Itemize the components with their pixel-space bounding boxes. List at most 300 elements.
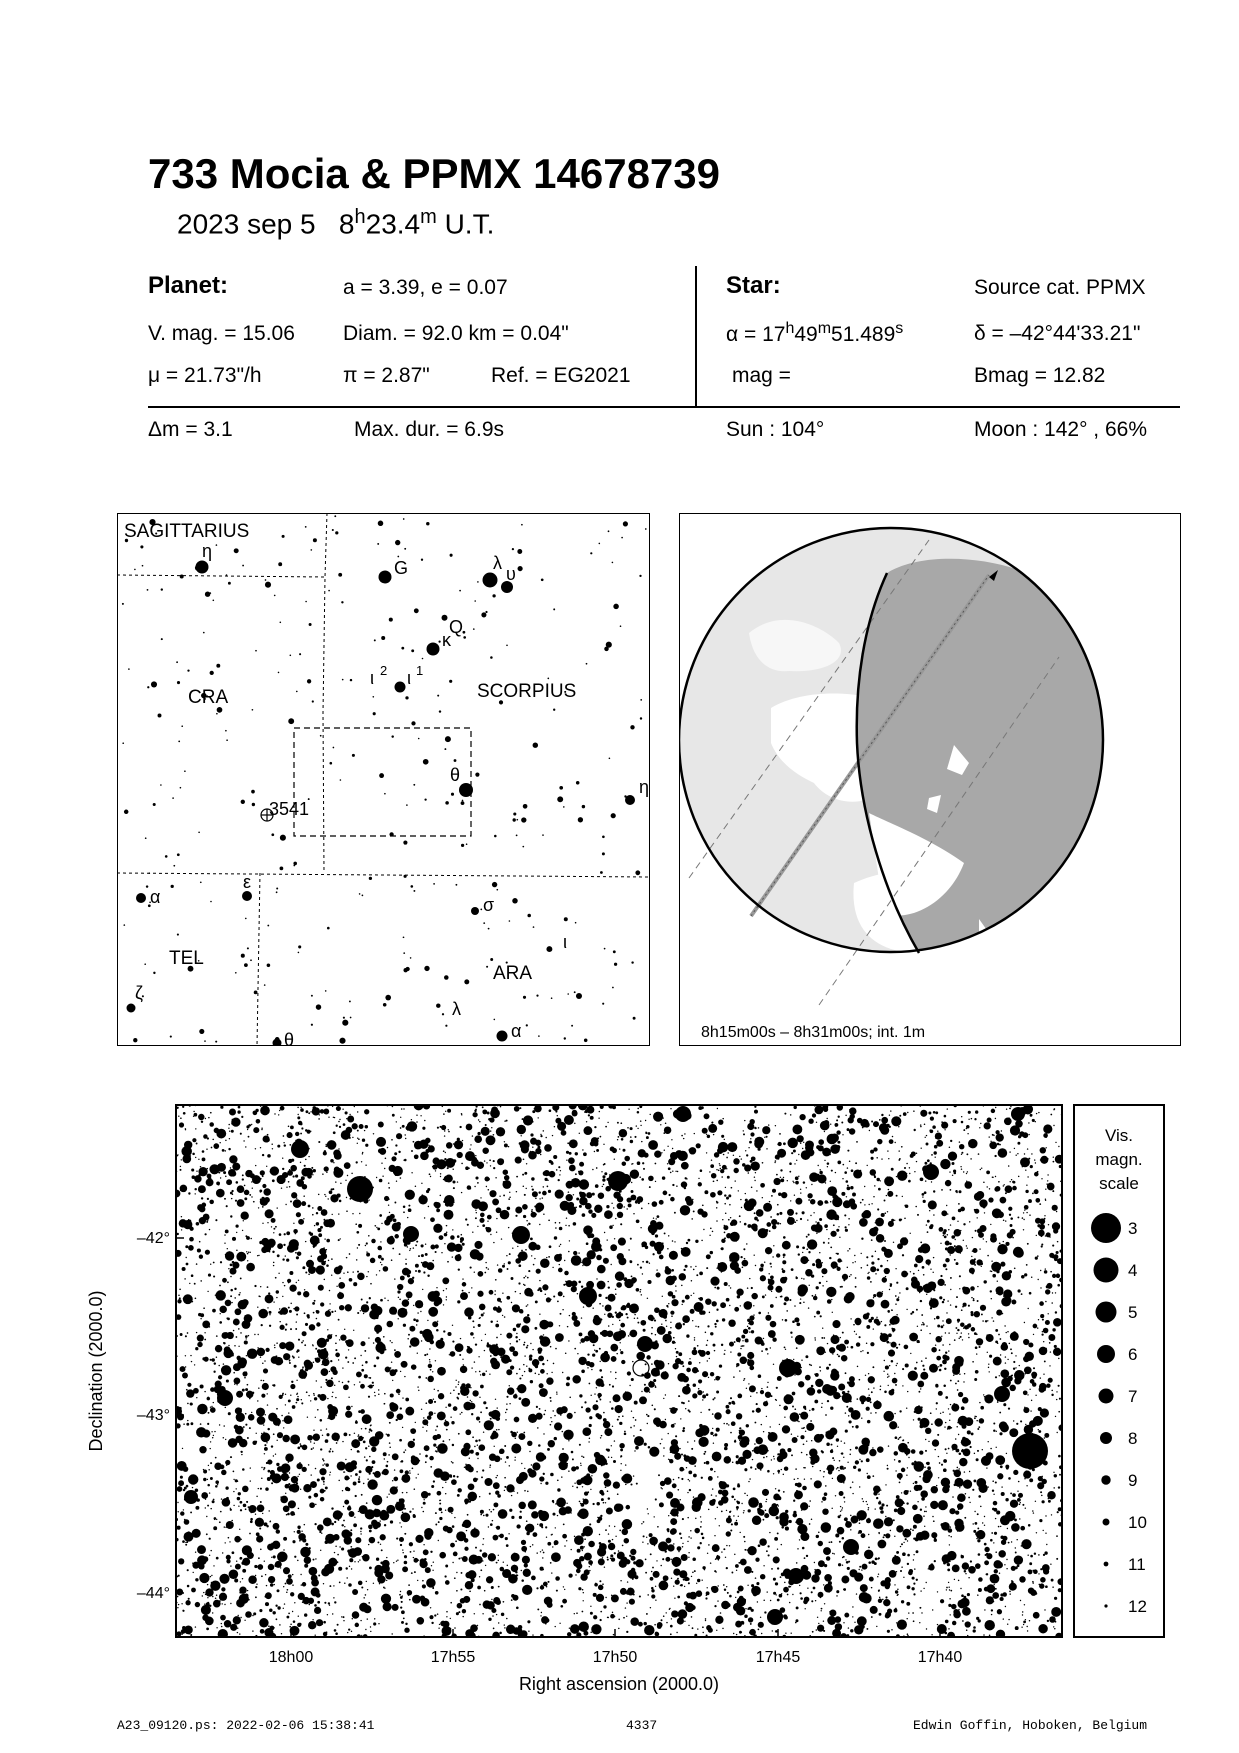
background-star (446, 1231, 448, 1233)
background-star (983, 1634, 985, 1636)
background-star (580, 1342, 581, 1343)
background-star (258, 1207, 259, 1208)
background-star (506, 1396, 508, 1398)
background-star (699, 1362, 700, 1363)
background-star (399, 1298, 401, 1300)
label-lambda: λ (493, 553, 502, 573)
background-star (698, 1388, 700, 1390)
star-field-chart (78, 1104, 1078, 1708)
background-star (314, 1610, 315, 1611)
background-star (454, 1140, 463, 1149)
background-star (873, 1294, 876, 1297)
background-star (685, 1408, 686, 1409)
background-star (400, 1117, 401, 1118)
background-star (882, 1291, 883, 1292)
background-star (476, 1212, 477, 1213)
sun-elongation: Sun : 104° (726, 418, 825, 441)
background-star (277, 1175, 286, 1184)
background-star (736, 1455, 739, 1458)
background-star (317, 1601, 320, 1604)
background-star (856, 1342, 860, 1346)
background-star (990, 1236, 997, 1243)
background-star (1047, 1283, 1053, 1289)
background-star (837, 1446, 838, 1447)
background-star (445, 1510, 446, 1511)
background-star (665, 1394, 666, 1395)
background-star (796, 1245, 799, 1248)
background-star (917, 1381, 924, 1388)
background-star (807, 1387, 816, 1396)
background-star (236, 1379, 237, 1380)
background-star (604, 1232, 605, 1233)
background-star (438, 1521, 440, 1523)
background-star (455, 1343, 464, 1352)
background-star (596, 1167, 598, 1169)
background-star (361, 1369, 364, 1372)
background-star (732, 1462, 734, 1464)
background-star (381, 1549, 383, 1551)
background-star (895, 1590, 898, 1593)
background-star (782, 1270, 785, 1273)
background-star (374, 1565, 382, 1573)
background-star (771, 1503, 777, 1509)
background-star (733, 1488, 736, 1491)
background-star (430, 1466, 432, 1468)
background-star (258, 1334, 259, 1335)
background-star (817, 1165, 818, 1166)
background-star (993, 1430, 995, 1432)
background-star (219, 1285, 221, 1287)
background-star (480, 909, 482, 911)
background-star (490, 1418, 492, 1420)
background-star (749, 1331, 750, 1332)
background-star (1052, 1255, 1055, 1258)
background-star (374, 1471, 381, 1478)
background-star (703, 1229, 704, 1230)
background-star (516, 1606, 519, 1609)
background-star (931, 1486, 938, 1493)
background-star (331, 1396, 332, 1397)
background-star (504, 1141, 505, 1142)
background-star (574, 1348, 576, 1350)
background-star (906, 1474, 907, 1475)
background-star (323, 1517, 332, 1526)
background-star (423, 759, 429, 765)
background-star (345, 1567, 347, 1569)
background-star (1040, 1314, 1044, 1318)
background-star (663, 1315, 667, 1319)
background-star (668, 1515, 669, 1516)
background-star (869, 1228, 878, 1237)
background-star (835, 1495, 836, 1496)
background-star (234, 1378, 241, 1385)
background-star (345, 1487, 349, 1491)
background-star (482, 1109, 487, 1114)
background-star (403, 968, 407, 972)
background-star (581, 1262, 582, 1263)
background-star (493, 1535, 499, 1541)
background-star (235, 1308, 242, 1315)
background-star (784, 1302, 787, 1305)
background-star (984, 1609, 985, 1610)
background-star (289, 1186, 291, 1188)
background-star (969, 1221, 970, 1222)
background-star (351, 1406, 352, 1407)
background-star (274, 595, 276, 597)
background-star (412, 1508, 413, 1509)
background-star (591, 1369, 592, 1370)
background-star (706, 1134, 707, 1135)
background-star (394, 1202, 396, 1204)
background-star (519, 1397, 522, 1400)
background-star (228, 1537, 230, 1539)
background-star (972, 1361, 974, 1363)
background-star (269, 1608, 273, 1612)
background-star (179, 1288, 181, 1290)
background-star (724, 1549, 725, 1550)
background-star (808, 1199, 810, 1201)
background-star (323, 1219, 325, 1221)
background-star (665, 1557, 670, 1562)
background-star (800, 1597, 803, 1600)
background-star (257, 1564, 263, 1570)
background-star (747, 1224, 751, 1228)
background-star (977, 1428, 979, 1430)
background-star (943, 1231, 946, 1234)
background-star (376, 1227, 377, 1228)
background-star (888, 1445, 889, 1446)
background-star (770, 1600, 771, 1601)
background-star (985, 1625, 989, 1629)
background-star (731, 1572, 733, 1574)
background-star (543, 1130, 545, 1132)
background-star (841, 1576, 849, 1584)
background-star (518, 1264, 521, 1267)
background-star (833, 1334, 835, 1336)
background-star (627, 1127, 629, 1129)
background-star (195, 1193, 196, 1194)
background-star (465, 1429, 471, 1435)
background-star (416, 1241, 418, 1243)
background-star (404, 875, 407, 878)
background-star (874, 1562, 877, 1565)
background-star (955, 1510, 959, 1514)
background-star (486, 1576, 493, 1583)
background-star (591, 1137, 599, 1145)
background-star (331, 1258, 333, 1260)
background-star (961, 1594, 964, 1597)
background-star (523, 1115, 533, 1125)
background-star (504, 1624, 505, 1625)
background-star (873, 1401, 882, 1410)
background-star (550, 1562, 552, 1564)
background-star (558, 1179, 560, 1181)
background-star (834, 1553, 835, 1554)
background-star (227, 1248, 228, 1249)
background-star (820, 1370, 821, 1371)
background-star (210, 1477, 213, 1480)
background-star (780, 1296, 781, 1297)
background-star (280, 835, 286, 841)
background-star (1045, 1235, 1046, 1236)
background-star (177, 681, 180, 684)
background-star (895, 1436, 898, 1439)
background-star (881, 1158, 882, 1159)
background-star (984, 1122, 991, 1129)
background-star (532, 1634, 533, 1635)
background-star (359, 1603, 368, 1612)
background-star (830, 1181, 831, 1182)
background-star (122, 742, 124, 744)
background-star (1005, 1465, 1009, 1469)
background-star (392, 1248, 394, 1250)
background-star (564, 1545, 566, 1547)
background-star (962, 1562, 969, 1569)
background-star (490, 1523, 493, 1526)
background-star (591, 1475, 592, 1476)
background-star (462, 1556, 468, 1562)
background-star (831, 1288, 834, 1291)
background-star (919, 1607, 921, 1609)
background-star (177, 1299, 181, 1303)
background-star (261, 1467, 262, 1468)
background-star (544, 1178, 547, 1181)
background-star (806, 1236, 808, 1238)
background-star (312, 700, 314, 702)
background-star (495, 1177, 497, 1179)
background-star (564, 917, 568, 921)
background-star (766, 1148, 767, 1149)
background-star (605, 1529, 607, 1531)
background-star (752, 1516, 761, 1525)
background-star (757, 1502, 759, 1504)
background-star (247, 1253, 249, 1255)
background-star (798, 1253, 800, 1255)
background-star (923, 1323, 925, 1325)
background-star (381, 1594, 391, 1604)
background-star (245, 1413, 247, 1415)
background-star (874, 1185, 876, 1187)
background-star (578, 1587, 581, 1590)
background-star (414, 1154, 419, 1159)
label-iota1: ι (407, 668, 411, 688)
background-star (536, 1406, 538, 1408)
background-star (422, 1419, 428, 1425)
background-star (1050, 1271, 1052, 1273)
background-star (1059, 1398, 1061, 1400)
background-star (384, 793, 386, 795)
background-star (734, 1554, 735, 1555)
background-star (208, 1412, 210, 1414)
background-star (961, 1406, 965, 1410)
background-star (481, 1127, 490, 1136)
background-star (646, 1261, 649, 1264)
background-star (829, 1609, 836, 1616)
background-star (186, 1389, 188, 1391)
background-star (688, 1582, 690, 1584)
background-star (279, 1233, 282, 1236)
background-star (455, 1540, 457, 1542)
background-star (547, 678, 549, 680)
background-star (339, 1200, 342, 1203)
background-star (364, 1109, 369, 1114)
background-star (310, 1441, 312, 1443)
background-star (731, 1219, 737, 1225)
ra-s-unit: s (895, 320, 904, 337)
background-star (313, 1559, 315, 1561)
background-star (1044, 1215, 1045, 1216)
background-star (461, 1192, 462, 1193)
background-star (373, 712, 376, 715)
background-star (400, 1591, 401, 1592)
background-star (507, 1207, 510, 1210)
background-star (353, 1482, 357, 1486)
background-star (401, 1621, 404, 1624)
background-star (847, 1267, 848, 1268)
background-star (989, 1136, 990, 1137)
background-star (521, 1579, 524, 1582)
background-star (948, 1408, 949, 1409)
background-star (791, 1336, 792, 1337)
background-star (844, 1340, 849, 1345)
background-star (787, 1217, 795, 1225)
background-star (298, 1615, 299, 1616)
background-star (474, 1613, 475, 1614)
background-star (492, 882, 497, 887)
background-star (681, 1181, 687, 1187)
background-star (550, 1424, 552, 1426)
background-star (552, 1546, 553, 1547)
background-star (697, 1546, 700, 1549)
background-star (210, 1462, 212, 1464)
background-star (836, 1468, 837, 1469)
background-star (781, 1268, 783, 1270)
background-star (483, 922, 485, 924)
background-star (209, 1122, 214, 1127)
background-star (366, 1253, 370, 1257)
background-star (779, 1212, 782, 1215)
background-star (615, 1372, 617, 1374)
background-star (183, 1509, 184, 1510)
background-star (539, 1408, 541, 1410)
background-star (726, 1510, 727, 1511)
background-star (548, 1440, 555, 1447)
background-star (716, 1220, 718, 1222)
background-star (345, 1111, 348, 1114)
background-star (930, 1117, 934, 1121)
background-star (1006, 1568, 1007, 1569)
background-star (645, 1572, 647, 1574)
background-star (907, 1633, 909, 1635)
background-star (301, 1531, 302, 1532)
background-star (1027, 1630, 1028, 1631)
background-star (388, 1412, 389, 1413)
background-star (896, 1551, 899, 1554)
background-star (505, 1461, 506, 1462)
background-star (300, 1108, 304, 1112)
background-star (244, 963, 248, 967)
background-star (700, 1542, 702, 1544)
background-star (244, 1197, 247, 1200)
background-star (891, 1360, 894, 1363)
background-star (730, 1287, 731, 1288)
background-star (351, 1341, 353, 1343)
background-star (205, 1118, 206, 1119)
background-star (545, 1482, 548, 1485)
background-star (443, 1113, 445, 1115)
background-star (187, 1332, 189, 1334)
background-star (813, 1587, 816, 1590)
background-star (538, 1035, 540, 1037)
background-star (866, 1501, 867, 1502)
background-star (518, 1282, 520, 1284)
background-star (458, 1558, 460, 1560)
background-star (498, 1429, 499, 1430)
background-star (304, 1312, 306, 1314)
background-star (236, 1249, 238, 1251)
background-star (859, 1379, 861, 1381)
background-star (824, 1603, 825, 1604)
background-star (715, 1558, 717, 1560)
background-star (600, 1619, 602, 1621)
background-star (274, 1345, 275, 1346)
background-star (255, 1165, 256, 1166)
background-star (910, 1271, 911, 1272)
background-star (1058, 1455, 1061, 1458)
background-star (359, 1559, 360, 1560)
background-star (800, 1256, 808, 1264)
background-star (675, 1290, 676, 1291)
background-star (506, 1255, 507, 1256)
label-theta-sco: θ (450, 765, 461, 785)
background-star (517, 1384, 526, 1393)
background-star (740, 1199, 741, 1200)
background-star (287, 1513, 290, 1516)
background-star (551, 1534, 552, 1535)
background-star (140, 545, 143, 548)
background-star (515, 1206, 522, 1213)
background-star (773, 1473, 774, 1474)
background-star (575, 1562, 577, 1564)
background-star (264, 984, 266, 986)
background-star (862, 1498, 863, 1499)
background-star (228, 582, 231, 585)
background-star (1052, 1205, 1058, 1211)
background-star (223, 1437, 225, 1439)
background-star (646, 1537, 647, 1538)
background-star (922, 1266, 925, 1269)
background-star (900, 1546, 901, 1547)
background-star (758, 1139, 762, 1143)
background-star (316, 1265, 325, 1274)
background-star (354, 1357, 356, 1359)
background-star (491, 1599, 492, 1600)
background-star (940, 1413, 941, 1414)
background-star (243, 1504, 247, 1508)
background-star (368, 1271, 369, 1272)
background-star (236, 1232, 237, 1233)
background-star (826, 1367, 829, 1370)
background-star (503, 1601, 505, 1603)
background-star (792, 1320, 795, 1323)
background-star (826, 1442, 830, 1446)
background-star (729, 1545, 730, 1546)
background-star (660, 1481, 665, 1486)
background-star (917, 1340, 920, 1343)
globe-caption: 8h15m00s – 8h31m00s; int. 1m (701, 1024, 926, 1041)
background-star (704, 1462, 706, 1464)
background-star (694, 1528, 700, 1534)
